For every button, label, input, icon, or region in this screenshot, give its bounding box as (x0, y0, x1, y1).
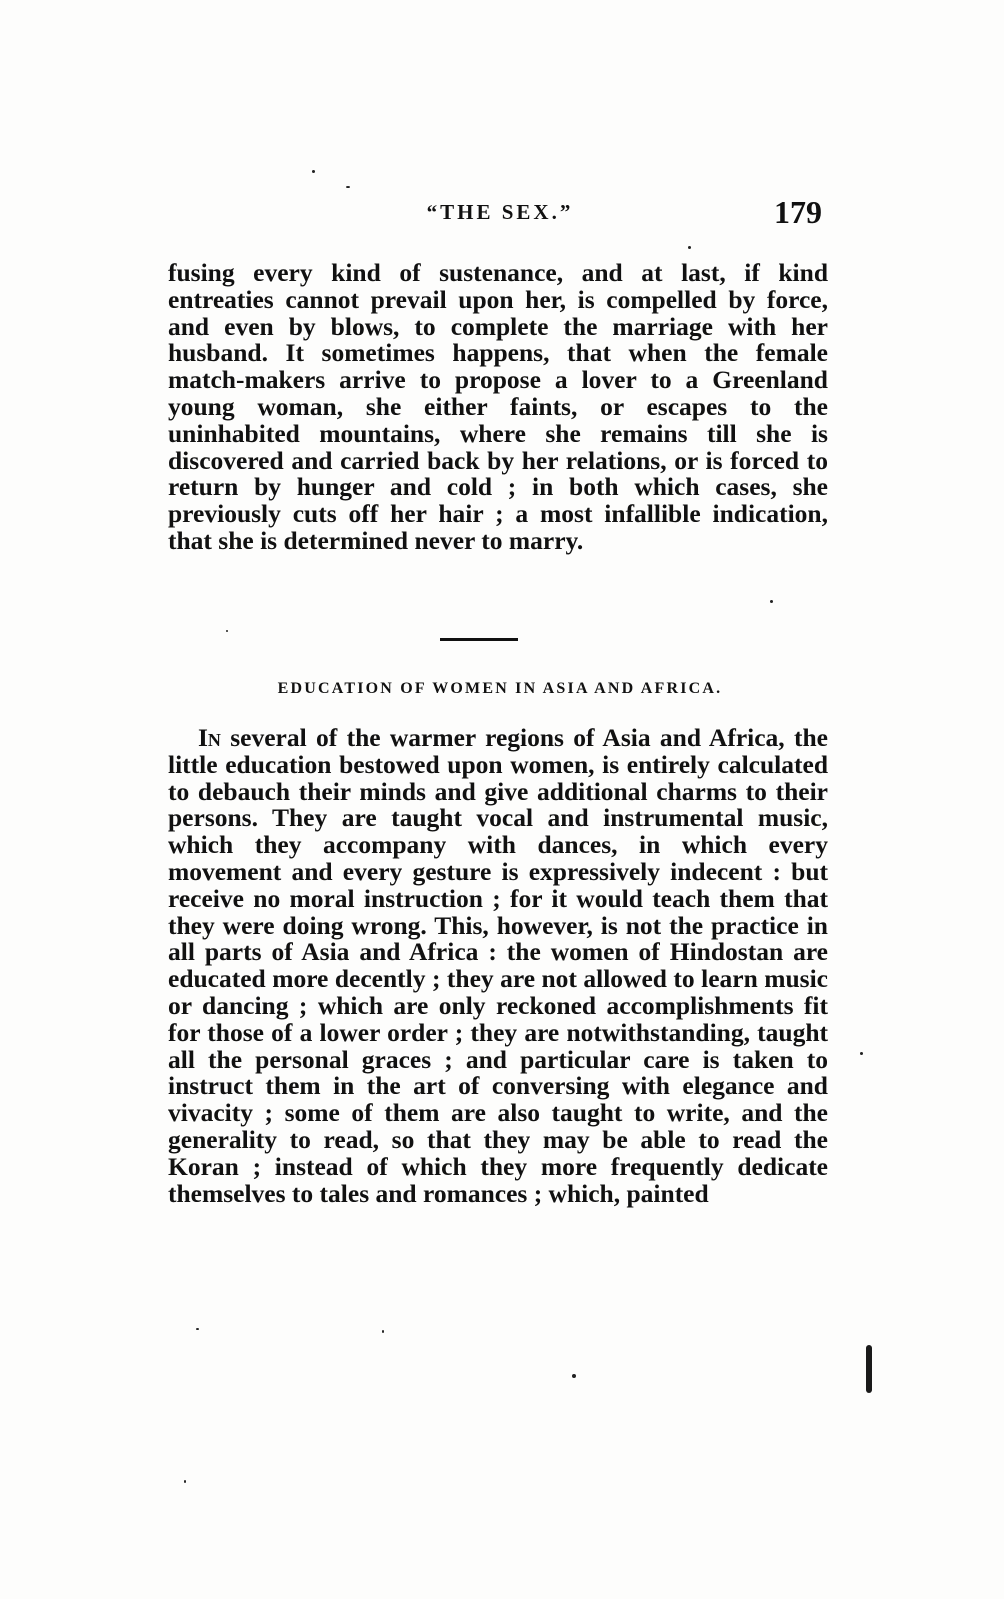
scan-speck (688, 246, 691, 249)
scan-edge-mark (866, 1345, 872, 1393)
section-divider-rule (440, 638, 518, 641)
paragraph-dropcap: In (198, 723, 221, 752)
page-number: 179 (774, 194, 822, 230)
paragraph-continued: fusing every kind of sustenance, and at last, if kind entreaties cannot prevail upon her, is compelled by force, and even by blows, to complete the marriage with her husband. It sometimes happens, that when the female match-makers arrive to propose a lover to a Greenland young woman, she either faints, or escapes to the uninhabited mountains, where she remains till she is discovered and carried back by her relations, or is forced to return by hunger and cold ; in both which cases, she previously cuts off her hair ; a most infallible indication, that she is determined never to marry. (168, 258, 828, 555)
scan-speck (184, 1480, 186, 1483)
running-title: “THE SEX.” (426, 200, 574, 224)
scan-speck (860, 1052, 863, 1055)
scan-speck (382, 1330, 384, 1333)
scan-speck (770, 600, 773, 603)
scan-speck (312, 170, 315, 173)
section-paragraph (168, 725, 828, 1207)
paragraph-body: several of the warmer regions of Asia and Africa, the little education bestowed upon women, is entirely calculated to debauch their minds and give additional charms to their persons. They are taught vocal and instrumental music, which they accompany with dances, in which every movement and every gesture is expressively indecent : but receive no moral instruction ; for it would teach them that they were doing wrong. This, however, is not the practice in all parts of Asia and Africa : the women of Hindostan are educated more decently ; they are not allowed to learn music or dancing ; which are only reckoned accomplishments fit for those of a lower order ; they are notwithstanding, taught all the personal graces ; and particular care is taken to instruct them in the art of conversing with elegance and vivacity ; some of them are also taught to write, and the generality to read, so that they may be able to read the Koran ; instead of which they more frequently dedicate themselves to tales and romances ; which, painted (168, 723, 828, 1208)
running-head (170, 194, 830, 238)
scan-speck (226, 630, 228, 632)
section-heading: EDUCATION OF WOMEN IN ASIA AND AFRICA. (277, 680, 723, 697)
scan-speck (196, 1328, 199, 1330)
scan-speck (346, 186, 350, 188)
scan-speck (572, 1374, 576, 1378)
